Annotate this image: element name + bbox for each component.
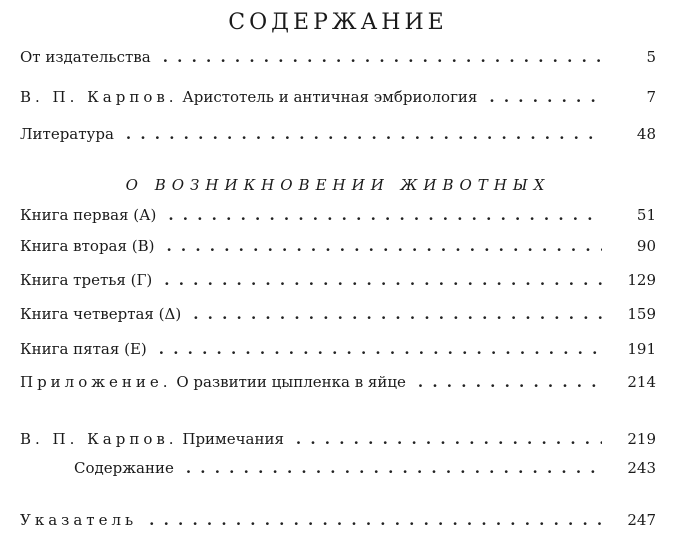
toc-entry-book-2[interactable]: [0, 234, 676, 258]
section-title: О ВОЗНИКНОВЕНИИ ЖИВОТНЫХ: [125, 176, 551, 194]
toc-entry-author: Указатель: [20, 511, 138, 529]
toc-entry-label: От издательства: [20, 48, 151, 66]
leader-dots: [489, 85, 602, 109]
toc-entry-page: 243: [627, 459, 656, 477]
toc-entry-page: 48: [636, 125, 656, 143]
toc-entry-label: [20, 370, 406, 394]
toc-entry-label: Литература: [20, 125, 114, 143]
toc-entry-label: Книга вторая (В): [20, 237, 155, 255]
toc-entry-label: [20, 427, 284, 451]
toc-entry-literature[interactable]: [0, 122, 676, 146]
toc-entry-page: 90: [636, 237, 656, 255]
toc-entry-author: В. П. Карпов.: [20, 430, 178, 448]
toc-entry-appendix[interactable]: [0, 370, 676, 394]
toc-entry-index[interactable]: [0, 508, 676, 532]
leader-dots: [296, 427, 602, 451]
toc-entry-label: Книга четвертая (Δ): [20, 305, 182, 323]
toc-entry-page: 214: [627, 373, 656, 391]
toc-entry-contents[interactable]: [0, 456, 676, 480]
leader-dots: [149, 508, 602, 532]
leader-dots: [193, 302, 602, 326]
toc-entry-karpov-essay[interactable]: [0, 85, 676, 109]
toc-entry-book-1[interactable]: [0, 203, 676, 227]
toc-entry-label: Содержание: [74, 459, 174, 477]
leader-dots: [168, 203, 602, 227]
leader-dots: [166, 234, 602, 258]
toc-entry-page: 51: [636, 206, 656, 224]
toc-entry-label: [20, 85, 477, 109]
toc-entry-title: Примечания: [182, 430, 284, 448]
leader-dots: [164, 268, 602, 292]
toc-entry-title: Аристотель и античная эмбриология: [182, 88, 478, 106]
toc-entry-page: 247: [627, 511, 656, 529]
toc-entry-notes[interactable]: [0, 427, 676, 451]
toc-entry-page: 191: [627, 340, 656, 358]
toc-entry-label: Книга первая (А): [20, 206, 157, 224]
toc-entry-page: 5: [646, 48, 656, 66]
leader-dots: [418, 370, 602, 394]
toc-entry-page: 129: [627, 271, 656, 289]
toc-entry-page: 219: [627, 430, 656, 448]
leader-dots: [186, 456, 602, 480]
toc-entry-page: 159: [627, 305, 656, 323]
toc-entry-book-3[interactable]: [0, 268, 676, 292]
toc-entry-title: О развитии цыпленка в яйце: [176, 373, 406, 391]
page-title: СОДЕРЖАНИЕ: [228, 10, 448, 35]
toc-entry-label: Книга пятая (Е): [20, 340, 147, 358]
leader-dots: [163, 45, 602, 69]
toc-entry-author: Приложение.: [20, 373, 172, 391]
toc-entry-foreword[interactable]: [0, 45, 676, 69]
toc-entry-book-5[interactable]: [0, 337, 676, 361]
leader-dots: [126, 122, 602, 146]
toc-entry-page: 7: [646, 88, 656, 106]
leader-dots: [159, 337, 602, 361]
toc-entry-book-4[interactable]: [0, 302, 676, 326]
toc-entry-label: [20, 508, 137, 532]
toc-entry-author: В. П. Карпов.: [20, 88, 178, 106]
toc-entry-label: Книга третья (Г): [20, 271, 153, 289]
